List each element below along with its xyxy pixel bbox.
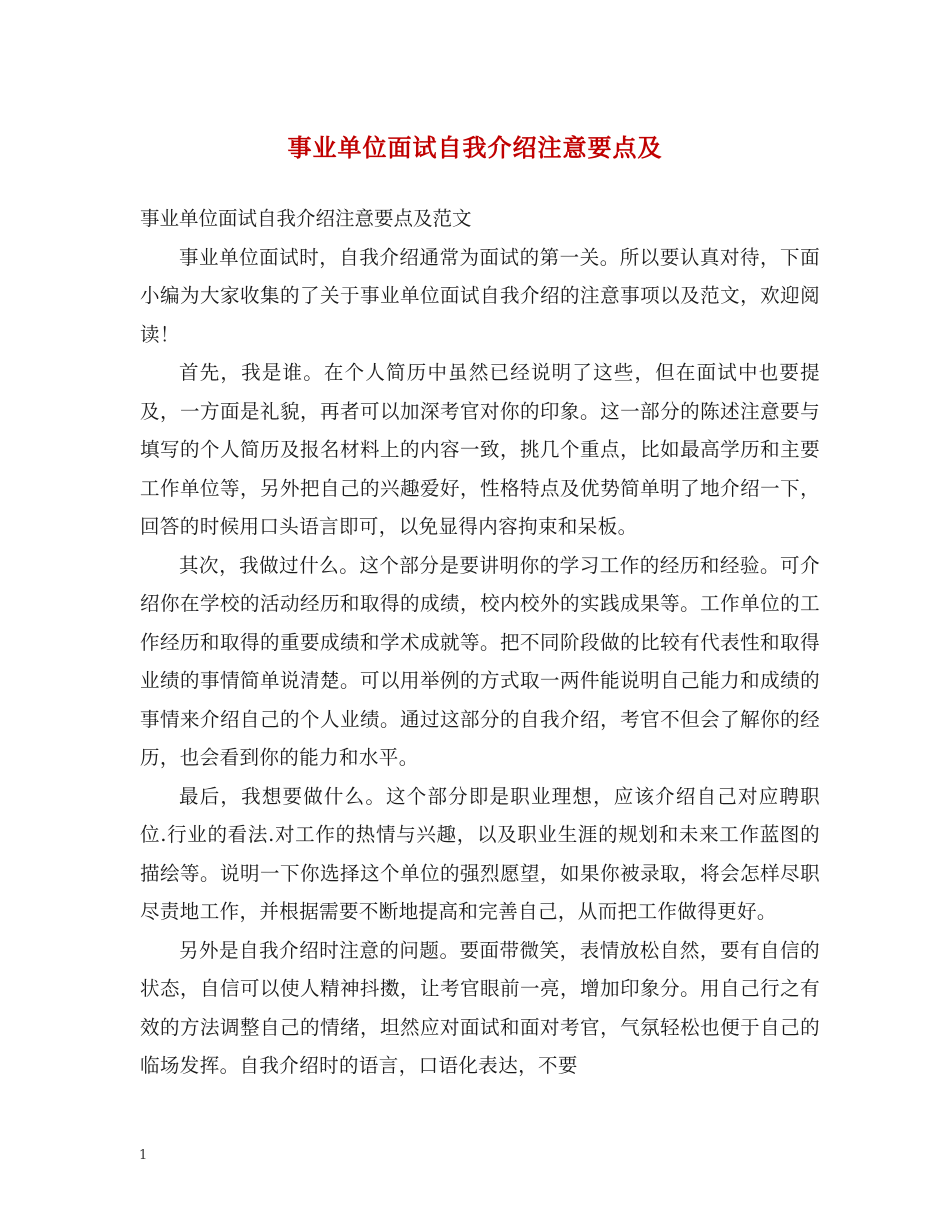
document-body: [140, 200, 820, 1086]
document-subtitle: 事业单位面试自我介绍注意要点及范文: [140, 207, 472, 230]
paragraph-intro: 事业单位面试时，自我介绍通常为面试的第一关。所以要认真对待，下面小编为大家收集的了关于事业单位面试自我介绍的注意事项以及范文，欢迎阅读！: [140, 245, 820, 346]
paragraph-what-i-did: 其次，我做过什么。这个部分是要讲明你的学习工作的经历和经验。可介绍你在学校的活动经历和取得的成绩，校内校外的实践成果等。工作单位的工作经历和取得的重要成绩和学术成就等。把不同阶段做的比较有代表性和取得业绩的事情简单说清楚。可以用举例的方式取一两件能说明自己能力和成绩的事情来介绍自己的个人业绩。通过这部分的自我介绍，考官不但会了解你的经历，也会看到你的能力和水平。: [140, 553, 820, 769]
paragraph-notes: 另外是自我介绍时注意的问题。要面带微笑，表情放松自然，要有自信的状态，自信可以使人精神抖擞，让考官眼前一亮，增加印象分。用自己行之有效的方法调整自己的情绪，坦然应对面试和面对考官，气氛轻松也便于自己的临场发挥。自我介绍时的语言，口语化表达，不要: [140, 938, 820, 1077]
page-number: 1: [139, 1148, 148, 1163]
paragraph-who-am-i: 首先，我是谁。在个人简历中虽然已经说明了这些，但在面试中也要提及，一方面是礼貌，再者可以加深考官对你的印象。这一部分的陈述注意要与填写的个人简历及报名材料上的内容一致，挑几个重点，比如最高学历和主要工作单位等，另外把自己的兴趣爱好，性格特点及优势简单明了地介绍一下，回答的时候用口头语言即可，以免显得内容拘束和呆板。: [140, 361, 820, 538]
paragraph-what-i-want: 最后，我想要做什么。这个部分即是职业理想，应该介绍自己对应聘职位.行业的看法.对工作的热情与兴趣，以及职业生涯的规划和未来工作蓝图的描绘等。说明一下你选择这个单位的强烈愿望，如果你被录取，将会怎样尽职尽责地工作，并根据需要不断地提高和完善自己，从而把工作做得更好。: [140, 784, 820, 923]
document-title: 事业单位面试自我介绍注意要点及: [287, 133, 663, 162]
